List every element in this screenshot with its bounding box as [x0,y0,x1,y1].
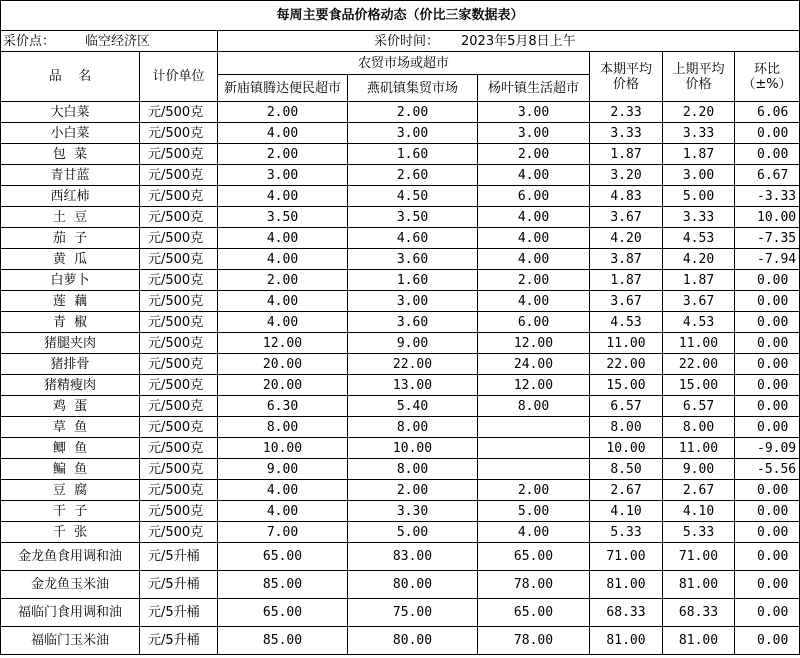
last-avg-cell: 4.20 [663,249,735,270]
market-2-price-cell: 5.00 [348,522,478,543]
item-name-cell: 青 椒 [1,312,140,333]
unit-cell: 元/5升桶 [140,543,218,571]
last-avg-cell: 22.00 [663,354,735,375]
last-avg-cell: 81.00 [663,627,735,655]
unit-cell: 元/500克 [140,312,218,333]
market-2-price-cell: 3.50 [348,207,478,228]
change-cell: 0.00 [735,480,800,501]
table-row [1,375,800,396]
market-3-price-cell [478,459,590,480]
market-2-price-cell: 1.60 [348,144,478,165]
unit-cell: 元/5升桶 [140,627,218,655]
market-3-price-cell: 4.00 [478,228,590,249]
item-name-cell: 福临门玉米油 [1,627,140,655]
market-1-price-cell: 4.00 [218,480,348,501]
last-avg-cell: 4.53 [663,228,735,249]
item-name-cell: 猪精瘦肉 [1,375,140,396]
location-cell [1,31,218,52]
item-name-cell: 金龙鱼食用调和油 [1,543,140,571]
market-1-price-cell: 20.00 [218,375,348,396]
market-1-price-cell: 2.00 [218,102,348,123]
last-avg-cell: 2.67 [663,480,735,501]
current-avg-cell: 1.87 [590,270,663,291]
market-2-price-cell: 8.00 [348,417,478,438]
change-cell: 0.00 [735,543,800,571]
last-avg-cell: 3.33 [663,207,735,228]
market-2-price-cell: 3.60 [348,249,478,270]
item-name-cell: 黄 瓜 [1,249,140,270]
location-value: 临空经济区 [85,33,151,49]
item-name-cell: 干 子 [1,501,140,522]
change-cell: 10.00 [735,207,800,228]
last-avg-cell: 71.00 [663,543,735,571]
market-1-price-cell: 2.00 [218,144,348,165]
header-unit: 计价单位 [140,52,218,102]
item-name-cell: 茄 子 [1,228,140,249]
unit-cell: 元/500克 [140,417,218,438]
header-change: 环比 （±%） [735,52,800,102]
item-name-cell: 鳊 鱼 [1,459,140,480]
market-2-price-cell: 80.00 [348,571,478,599]
last-avg-cell: 3.33 [663,123,735,144]
market-2-price-cell: 2.00 [348,480,478,501]
market-1-price-cell: 4.00 [218,249,348,270]
unit-cell: 元/500克 [140,165,218,186]
current-avg-cell: 3.67 [590,291,663,312]
change-cell: -7.94 [735,249,800,270]
change-cell: 0.00 [735,270,800,291]
market-1-price-cell: 2.00 [218,270,348,291]
market-3-price-cell: 8.00 [478,396,590,417]
change-cell: 6.67 [735,165,800,186]
market-1-price-cell: 4.00 [218,228,348,249]
current-avg-cell: 10.00 [590,438,663,459]
market-1-price-cell: 7.00 [218,522,348,543]
item-name-cell: 小白菜 [1,123,140,144]
market-1-price-cell: 65.00 [218,543,348,571]
market-3-price-cell: 5.00 [478,501,590,522]
market-1-price-cell: 9.00 [218,459,348,480]
market-2-price-cell: 3.00 [348,123,478,144]
unit-cell: 元/500克 [140,480,218,501]
market-2-price-cell: 13.00 [348,375,478,396]
table-row [1,354,800,375]
table-row [1,165,800,186]
item-name-cell: 鲫 鱼 [1,438,140,459]
unit-cell: 元/500克 [140,354,218,375]
last-avg-cell: 1.87 [663,144,735,165]
current-avg-cell: 6.57 [590,396,663,417]
unit-cell: 元/500克 [140,501,218,522]
item-name-cell: 西红柿 [1,186,140,207]
last-avg-cell: 5.00 [663,186,735,207]
table-row [1,144,800,165]
market-3-price-cell: 4.00 [478,165,590,186]
table-row [1,599,800,627]
market-2-price-cell: 2.60 [348,165,478,186]
table-row [1,522,800,543]
unit-cell: 元/500克 [140,102,218,123]
header-current-avg: 本期平均 价格 [590,52,663,102]
unit-cell: 元/500克 [140,333,218,354]
change-cell: 0.00 [735,375,800,396]
market-3-price-cell [478,438,590,459]
market-1-price-cell: 20.00 [218,354,348,375]
market-1-price-cell: 8.00 [218,417,348,438]
market-1-price-cell: 4.00 [218,291,348,312]
table-row [1,438,800,459]
table-row [1,501,800,522]
current-avg-cell: 71.00 [590,543,663,571]
last-avg-cell: 11.00 [663,333,735,354]
unit-cell: 元/500克 [140,207,218,228]
change-cell: -3.33 [735,186,800,207]
last-avg-cell: 3.00 [663,165,735,186]
location-label: 采价点： [3,33,56,49]
market-2-price-cell: 83.00 [348,543,478,571]
item-name-cell: 包 菜 [1,144,140,165]
time-cell [218,31,800,52]
current-avg-cell: 1.87 [590,144,663,165]
table-row [1,123,800,144]
market-2-price-cell: 8.00 [348,459,478,480]
change-cell: 0.00 [735,417,800,438]
current-avg-cell: 4.83 [590,186,663,207]
current-avg-cell: 2.33 [590,102,663,123]
table-row [1,396,800,417]
current-avg-cell: 81.00 [590,627,663,655]
unit-cell: 元/500克 [140,291,218,312]
change-cell: 0.00 [735,123,800,144]
item-name-cell: 莲 藕 [1,291,140,312]
current-avg-cell: 8.00 [590,417,663,438]
item-name-cell: 鸡 蛋 [1,396,140,417]
change-cell: 0.00 [735,501,800,522]
change-cell: 6.06 [735,102,800,123]
change-cell: 0.00 [735,333,800,354]
last-avg-cell: 15.00 [663,375,735,396]
item-name-cell: 青甘蓝 [1,165,140,186]
market-3-price-cell: 2.00 [478,270,590,291]
change-cell: -7.35 [735,228,800,249]
header-market-group: 农贸市场或超市 [218,52,590,75]
table-row [1,228,800,249]
market-2-price-cell: 4.50 [348,186,478,207]
current-avg-cell: 3.33 [590,123,663,144]
market-1-price-cell: 6.30 [218,396,348,417]
unit-cell: 元/500克 [140,522,218,543]
market-3-price-cell: 3.00 [478,102,590,123]
table-row [1,627,800,655]
market-3-price-cell: 65.00 [478,543,590,571]
table-row [1,480,800,501]
last-avg-cell: 1.87 [663,270,735,291]
market-2-price-cell: 2.00 [348,102,478,123]
current-avg-cell: 4.20 [590,228,663,249]
item-name-cell: 猪排骨 [1,354,140,375]
change-cell: 0.00 [735,396,800,417]
market-3-price-cell: 24.00 [478,354,590,375]
current-avg-cell: 81.00 [590,571,663,599]
market-1-price-cell: 10.00 [218,438,348,459]
market-2-price-cell: 3.60 [348,312,478,333]
table-row [1,417,800,438]
last-avg-cell: 6.57 [663,396,735,417]
last-avg-cell: 2.20 [663,102,735,123]
current-avg-cell: 3.67 [590,207,663,228]
market-3-price-cell: 4.00 [478,522,590,543]
unit-cell: 元/500克 [140,270,218,291]
item-name-cell: 豆 腐 [1,480,140,501]
last-avg-cell: 5.33 [663,522,735,543]
change-cell: -9.09 [735,438,800,459]
last-avg-cell: 81.00 [663,571,735,599]
unit-cell: 元/5升桶 [140,599,218,627]
change-cell: 0.00 [735,354,800,375]
market-2-price-cell: 3.00 [348,291,478,312]
current-avg-cell: 15.00 [590,375,663,396]
market-1-price-cell: 65.00 [218,599,348,627]
item-name-cell: 金龙鱼玉米油 [1,571,140,599]
current-avg-cell: 22.00 [590,354,663,375]
market-1-price-cell: 4.00 [218,123,348,144]
market-3-price-cell: 78.00 [478,627,590,655]
table-row [1,102,800,123]
market-1-price-cell: 4.00 [218,501,348,522]
table-row [1,543,800,571]
market-3-price-cell: 78.00 [478,571,590,599]
market-2-price-cell: 4.60 [348,228,478,249]
current-avg-cell: 4.10 [590,501,663,522]
header-market-3: 杨叶镇生活超市 [478,75,590,102]
last-avg-cell: 11.00 [663,438,735,459]
unit-cell: 元/500克 [140,123,218,144]
last-avg-cell: 4.10 [663,501,735,522]
market-2-price-cell: 10.00 [348,438,478,459]
market-3-price-cell: 4.00 [478,207,590,228]
market-1-price-cell: 4.00 [218,312,348,333]
unit-cell: 元/500克 [140,186,218,207]
change-cell: 0.00 [735,291,800,312]
last-avg-cell: 4.53 [663,312,735,333]
table-row [1,291,800,312]
market-1-price-cell: 3.50 [218,207,348,228]
market-2-price-cell: 5.40 [348,396,478,417]
table-row [1,207,800,228]
market-3-price-cell: 3.00 [478,123,590,144]
market-3-price-cell: 6.00 [478,186,590,207]
change-cell: 0.00 [735,599,800,627]
current-avg-cell: 3.20 [590,165,663,186]
unit-cell: 元/500克 [140,249,218,270]
market-2-price-cell: 80.00 [348,627,478,655]
market-1-price-cell: 3.00 [218,165,348,186]
table-row [1,186,800,207]
current-avg-cell: 3.87 [590,249,663,270]
unit-cell: 元/500克 [140,459,218,480]
unit-cell: 元/5升桶 [140,571,218,599]
item-name-cell: 千 张 [1,522,140,543]
unit-cell: 元/500克 [140,375,218,396]
market-2-price-cell: 1.60 [348,270,478,291]
item-name-cell: 大白菜 [1,102,140,123]
current-avg-cell: 11.00 [590,333,663,354]
market-2-price-cell: 75.00 [348,599,478,627]
current-avg-cell: 8.50 [590,459,663,480]
item-name-cell: 白萝卜 [1,270,140,291]
market-3-price-cell [478,417,590,438]
current-avg-cell: 4.53 [590,312,663,333]
market-1-price-cell: 85.00 [218,627,348,655]
item-name-cell: 福临门食用调和油 [1,599,140,627]
current-avg-cell: 68.33 [590,599,663,627]
item-name-cell: 猪腿夹肉 [1,333,140,354]
last-avg-cell: 3.67 [663,291,735,312]
time-label: 采价时间： [374,33,440,49]
table-row [1,333,800,354]
market-1-price-cell: 85.00 [218,571,348,599]
market-3-price-cell: 2.00 [478,480,590,501]
header-item: 品 名 [1,52,140,102]
unit-cell: 元/500克 [140,144,218,165]
market-3-price-cell: 4.00 [478,291,590,312]
item-name-cell: 土 豆 [1,207,140,228]
unit-cell: 元/500克 [140,438,218,459]
market-3-price-cell: 65.00 [478,599,590,627]
unit-cell: 元/500克 [140,396,218,417]
table-row [1,249,800,270]
market-2-price-cell: 9.00 [348,333,478,354]
header-market-1: 新庙镇腾达便民超市 [218,75,348,102]
change-cell: 0.00 [735,627,800,655]
table-row [1,312,800,333]
market-3-price-cell: 6.00 [478,312,590,333]
market-3-price-cell: 2.00 [478,144,590,165]
change-cell: -5.56 [735,459,800,480]
last-avg-cell: 9.00 [663,459,735,480]
change-cell: 0.00 [735,571,800,599]
header-market-2: 燕矶镇集贸市场 [348,75,478,102]
market-2-price-cell: 3.30 [348,501,478,522]
table-row [1,459,800,480]
table-title: 每周主要食品价格动态（价比三家数据表） [1,1,800,31]
current-avg-cell: 5.33 [590,522,663,543]
header-last-avg: 上期平均 价格 [663,52,735,102]
current-avg-cell: 2.67 [590,480,663,501]
unit-cell: 元/500克 [140,228,218,249]
market-1-price-cell: 4.00 [218,186,348,207]
change-cell: 0.00 [735,144,800,165]
market-3-price-cell: 12.00 [478,333,590,354]
table-row [1,571,800,599]
market-3-price-cell: 12.00 [478,375,590,396]
market-1-price-cell: 12.00 [218,333,348,354]
change-cell: 0.00 [735,312,800,333]
item-name-cell: 草 鱼 [1,417,140,438]
market-3-price-cell: 4.00 [478,249,590,270]
time-value: 2023年5月8日上午 [461,33,576,49]
change-cell: 0.00 [735,522,800,543]
market-2-price-cell: 22.00 [348,354,478,375]
last-avg-cell: 8.00 [663,417,735,438]
last-avg-cell: 68.33 [663,599,735,627]
table-row [1,270,800,291]
